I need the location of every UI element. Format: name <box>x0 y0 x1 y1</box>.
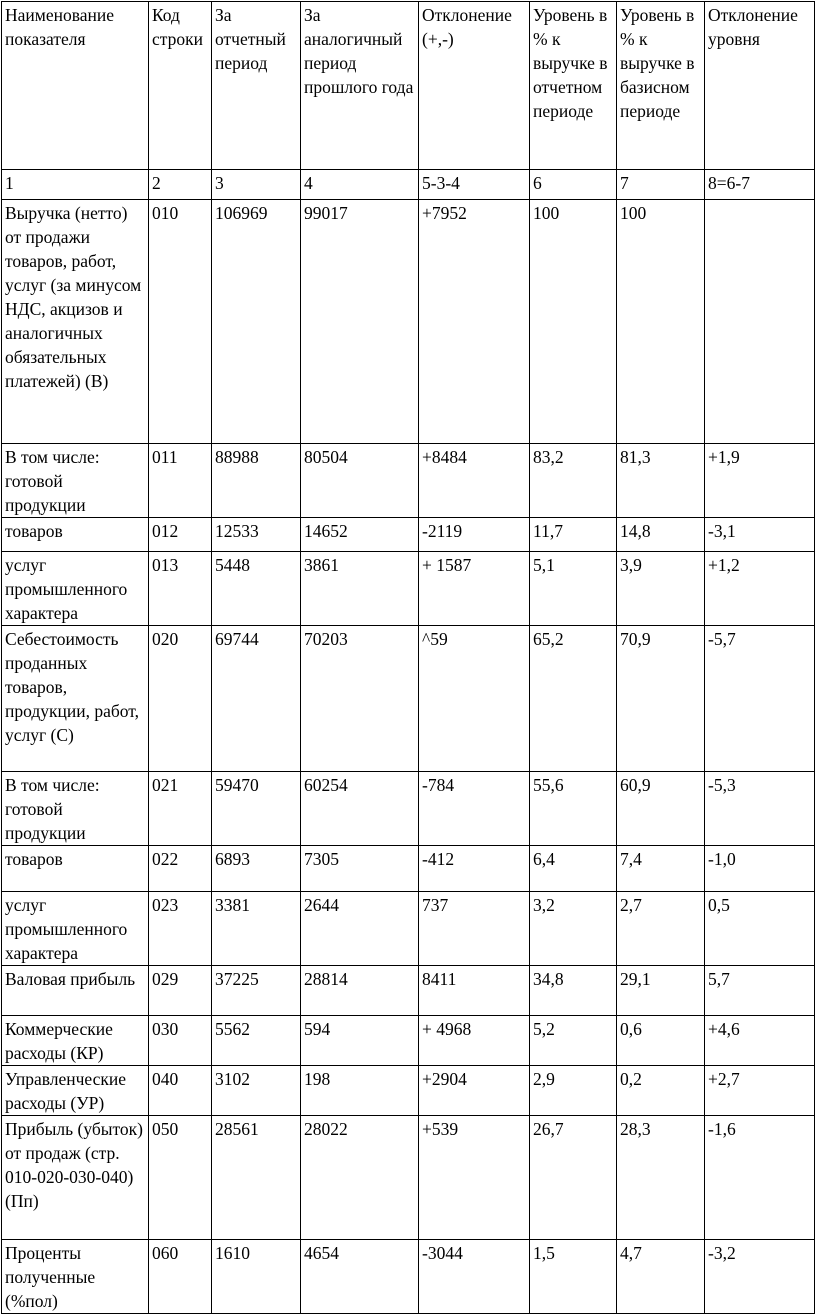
row-value: 1610 <box>212 1240 301 1314</box>
header-row <box>2 2 815 170</box>
row-value: 5,2 <box>530 1016 617 1066</box>
row-label: Коммерческие расходы (КР) <box>2 1016 149 1066</box>
row-value: -1,6 <box>705 1116 815 1240</box>
column-number-cell: 3 <box>212 170 301 200</box>
row-value: 80504 <box>301 444 419 518</box>
row-value: 7,4 <box>617 846 705 892</box>
row-code: 029 <box>149 966 212 1016</box>
row-value: -2119 <box>419 518 530 552</box>
row-value: +1,2 <box>705 552 815 626</box>
row-value: + 4968 <box>419 1016 530 1066</box>
row-value: 12533 <box>212 518 301 552</box>
column-number-row <box>2 170 815 200</box>
row-label: Себестоимость проданных товаров, продукции, работ, услуг (С) <box>2 626 149 772</box>
table-row <box>2 846 815 892</box>
row-value: +539 <box>419 1116 530 1240</box>
header-cell-level-base: Уровень в % к выручке в базисном периоде <box>617 2 705 170</box>
row-value: 60254 <box>301 772 419 846</box>
row-value: 5562 <box>212 1016 301 1066</box>
table-row <box>2 552 815 626</box>
row-label: услуг промышленного характера <box>2 892 149 966</box>
row-value: 8411 <box>419 966 530 1016</box>
row-value: 100 <box>530 200 617 444</box>
row-value: 28561 <box>212 1116 301 1240</box>
row-value: +2,7 <box>705 1066 815 1116</box>
row-code: 020 <box>149 626 212 772</box>
row-value: 83,2 <box>530 444 617 518</box>
row-value: 1,5 <box>530 1240 617 1314</box>
table-row <box>2 200 815 444</box>
row-value: 29,1 <box>617 966 705 1016</box>
row-value: -3044 <box>419 1240 530 1314</box>
row-value: 106969 <box>212 200 301 444</box>
row-value: 14652 <box>301 518 419 552</box>
row-value: +2904 <box>419 1066 530 1116</box>
row-code: 022 <box>149 846 212 892</box>
table-row <box>2 518 815 552</box>
row-value: 0,6 <box>617 1016 705 1066</box>
table-row <box>2 1066 815 1116</box>
row-value <box>705 200 815 444</box>
row-value: 6,4 <box>530 846 617 892</box>
row-code: 012 <box>149 518 212 552</box>
row-value: 198 <box>301 1066 419 1116</box>
row-code: 021 <box>149 772 212 846</box>
row-value: 99017 <box>301 200 419 444</box>
row-label: Управленческие расходы (УР) <box>2 1066 149 1116</box>
row-value: 26,7 <box>530 1116 617 1240</box>
row-code: 011 <box>149 444 212 518</box>
row-value: 34,8 <box>530 966 617 1016</box>
row-value: +8484 <box>419 444 530 518</box>
row-value: 4654 <box>301 1240 419 1314</box>
row-value: 59470 <box>212 772 301 846</box>
row-value: 37225 <box>212 966 301 1016</box>
header-cell-code: Код строки <box>149 2 212 170</box>
row-code: 023 <box>149 892 212 966</box>
column-number-cell: 2 <box>149 170 212 200</box>
row-value: 81,3 <box>617 444 705 518</box>
row-value: 28814 <box>301 966 419 1016</box>
row-value: + 1587 <box>419 552 530 626</box>
row-value: 55,6 <box>530 772 617 846</box>
row-value: 69744 <box>212 626 301 772</box>
row-value: 0,2 <box>617 1066 705 1116</box>
table-row <box>2 1240 815 1314</box>
row-value: -3,2 <box>705 1240 815 1314</box>
row-value: 737 <box>419 892 530 966</box>
column-number-cell: 8=6-7 <box>705 170 815 200</box>
row-value: 5448 <box>212 552 301 626</box>
row-label: В том числе: готовой продукции <box>2 772 149 846</box>
column-number-cell: 4 <box>301 170 419 200</box>
row-value: 70,9 <box>617 626 705 772</box>
row-value: 14,8 <box>617 518 705 552</box>
row-value: 5,1 <box>530 552 617 626</box>
row-value: 7305 <box>301 846 419 892</box>
row-value: -412 <box>419 846 530 892</box>
row-value: ^59 <box>419 626 530 772</box>
table-row <box>2 444 815 518</box>
header-cell-level-current: Уровень в % к выручке в отчетном периоде <box>530 2 617 170</box>
row-code: 040 <box>149 1066 212 1116</box>
row-value: -784 <box>419 772 530 846</box>
row-value: +7952 <box>419 200 530 444</box>
row-value: +1,9 <box>705 444 815 518</box>
header-cell-level-deviation: Отклонение уровня <box>705 2 815 170</box>
row-code: 030 <box>149 1016 212 1066</box>
row-label: Проценты полученные (%пол) <box>2 1240 149 1314</box>
row-value: -1,0 <box>705 846 815 892</box>
row-label: услуг промышленного характера <box>2 552 149 626</box>
row-label: Прибыль (убыток) от продаж (стр. 010-020-030-040) (Пп) <box>2 1116 149 1240</box>
row-value: 70203 <box>301 626 419 772</box>
row-value: 2,9 <box>530 1066 617 1116</box>
row-value: 2,7 <box>617 892 705 966</box>
column-number-cell: 6 <box>530 170 617 200</box>
table-row <box>2 1116 815 1240</box>
row-value: 6893 <box>212 846 301 892</box>
row-code: 013 <box>149 552 212 626</box>
table-row <box>2 966 815 1016</box>
header-cell-name: Наименование показателя <box>2 2 149 170</box>
row-value: 88988 <box>212 444 301 518</box>
row-label: Валовая прибыль <box>2 966 149 1016</box>
row-value: 2644 <box>301 892 419 966</box>
row-value: 4,7 <box>617 1240 705 1314</box>
table-row <box>2 1016 815 1066</box>
row-value: 60,9 <box>617 772 705 846</box>
row-value: 3861 <box>301 552 419 626</box>
column-number-cell: 7 <box>617 170 705 200</box>
row-value: 0,5 <box>705 892 815 966</box>
row-label: В том числе: готовой продукции <box>2 444 149 518</box>
row-value: -5,3 <box>705 772 815 846</box>
row-value: 65,2 <box>530 626 617 772</box>
column-number-cell: 5-3-4 <box>419 170 530 200</box>
header-cell-current-period: За отчетный период <box>212 2 301 170</box>
table-row <box>2 892 815 966</box>
row-value: 3,2 <box>530 892 617 966</box>
row-value: 3102 <box>212 1066 301 1116</box>
row-value: 3381 <box>212 892 301 966</box>
row-label: товаров <box>2 518 149 552</box>
header-cell-prior-period: За аналогичный период прошлого года <box>301 2 419 170</box>
row-value: 594 <box>301 1016 419 1066</box>
row-value: +4,6 <box>705 1016 815 1066</box>
row-code: 050 <box>149 1116 212 1240</box>
row-value: 11,7 <box>530 518 617 552</box>
financial-results-table <box>1 1 815 1314</box>
row-value: 28022 <box>301 1116 419 1240</box>
row-label: Выручка (нетто) от продажи товаров, работ, услуг (за минусом НДС, акцизов и аналогичных обязательных платежей) (В) <box>2 200 149 444</box>
row-value: 5,7 <box>705 966 815 1016</box>
row-code: 010 <box>149 200 212 444</box>
header-cell-deviation: Отклонение (+,-) <box>419 2 530 170</box>
row-label: товаров <box>2 846 149 892</box>
table-row <box>2 626 815 772</box>
table-row <box>2 772 815 846</box>
row-code: 060 <box>149 1240 212 1314</box>
row-value: 28,3 <box>617 1116 705 1240</box>
row-value: 3,9 <box>617 552 705 626</box>
row-value: 100 <box>617 200 705 444</box>
column-number-cell: 1 <box>2 170 149 200</box>
row-value: -5,7 <box>705 626 815 772</box>
row-value: -3,1 <box>705 518 815 552</box>
